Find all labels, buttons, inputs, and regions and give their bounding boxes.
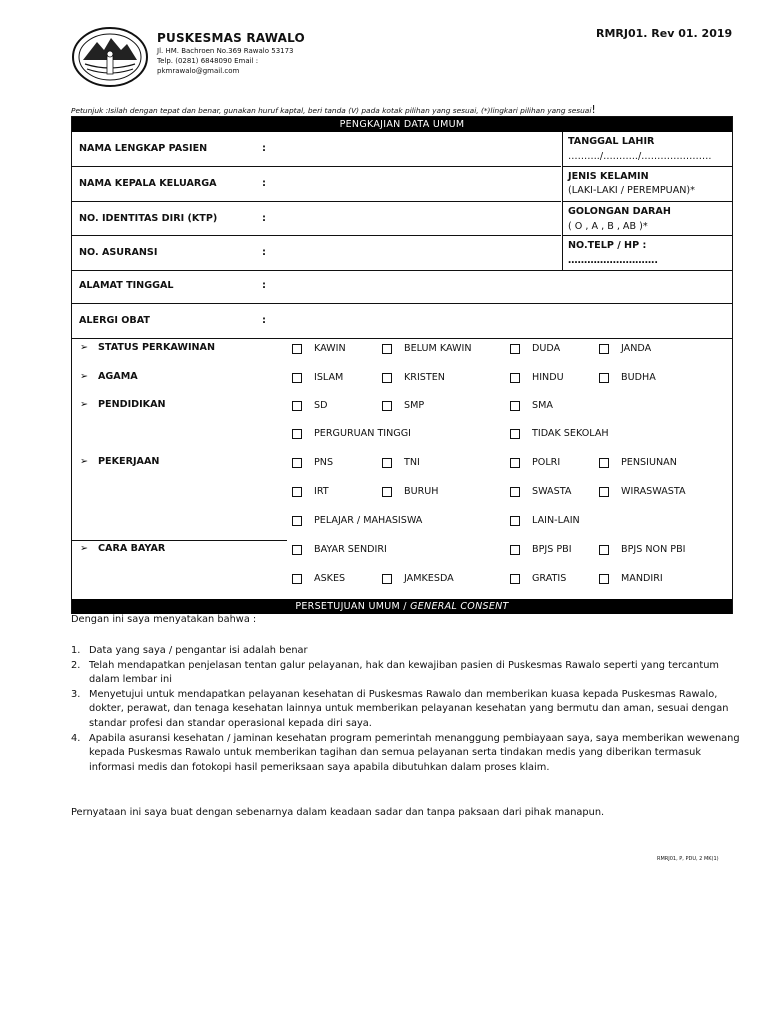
checkbox-lain-lain[interactable]: LAIN-LAIN [510,515,580,526]
checkbox-belum-kawin[interactable]: BELUM KAWIN [382,343,472,354]
org-address: Jl. HM. Bachroen No.369 Rawalo 53173 [157,47,294,55]
checkbox-swasta[interactable]: SWASTA [510,486,571,497]
field-label-kepala-keluarga: NAMA KEPALA KELUARGA [79,178,217,189]
field-label-telp: NO.TELP / HP : [568,240,647,251]
org-phone: Telp. (0281) 6848090 Email : [157,57,259,65]
checkbox-tni[interactable]: TNI [382,457,420,468]
checkbox-kristen[interactable]: KRISTEN [382,372,445,383]
section-title-consent: PERSETUJUAN UMUM / GENERAL CONSENT [72,599,732,614]
consent-list [71,644,741,775]
category-agama: ➢ AGAMA [80,371,138,382]
checkbox-duda[interactable]: DUDA [510,343,560,354]
checkbox-pns[interactable]: PNS [292,457,333,468]
checkbox-tidak-sekolah[interactable]: TIDAK SEKOLAH [510,428,609,439]
org-name: PUSKESMAS RAWALO [157,31,305,45]
field-label-asuransi: NO. ASURANSI [79,247,158,258]
document-code: RMRJ01. Rev 01. 2019 [596,27,733,40]
instruction-text: Petunjuk :Isilah dengan tepat dan benar, gunakan huruf kaptal, beri tanda (V) pada kotak pilihan yang sesuai, (*)lingkari pilihan yang sesuai! [71,103,596,116]
checkbox-smp[interactable]: SMP [382,400,424,411]
checkbox-bayar-sendiri[interactable]: BAYAR SENDIRI [292,544,387,555]
consent-item: 3. Menyetujui untuk mendapatkan pelayanan kesehatan di Puskesmas Rawalo dan memberikan kuasa kepada Puskesmas Rawalo, dokter, perawat, dan tenaga kesehatan lainnya untuk memberikan pelayanan kesehatan yang bermutu dan aman, sesuai dengan standar profesi dan standar operasional kepada diri saya. [71,688,729,729]
checkbox-pelajar[interactable]: PELAJAR / MAHASISWA [292,515,422,526]
consent-item: 1. Data yang saya / pengantar isi adalah benar [71,645,308,656]
checkbox-perguruan-tinggi[interactable]: PERGURUAN TINGGI [292,428,411,439]
checkbox-kawin[interactable]: KAWIN [292,343,346,354]
field-label-alergi: ALERGI OBAT [79,315,150,326]
field-tanggal-lahir-blank[interactable]: ………./………../…………………. [568,151,712,162]
field-label-nama-pasien: NAMA LENGKAP PASIEN [79,143,208,154]
category-pekerjaan: ➢ PEKERJAAN [80,456,160,467]
org-email: pkmrawalo@gmail.com [157,67,240,75]
checkbox-wiraswasta[interactable]: WIRASWASTA [599,486,686,497]
field-label-jenis-kelamin: JENIS KELAMIN [568,171,649,182]
checkbox-bpjs-non-pbi[interactable]: BPJS NON PBI [599,544,686,555]
consent-item: 4. Apabila asuransi kesehatan / jaminan kesehatan program pemerintah menanggung pembiayaan saya, saya memberikan wewenang kepada Puskesmas Rawalo untuk memberikan tagihan dan semua pelayanan serta tindakan medis yang diberikan termasuk informasi medis dan fotokopi hasil pemeriksaan saya apabila dibutuhkan dalam proses klaim. [71,732,740,773]
field-label-ktp: NO. IDENTITAS DIRI (KTP) [79,213,218,224]
field-jenis-kelamin-options[interactable]: (LAKI-LAKI / PEREMPUAN)* [568,185,695,196]
checkbox-janda[interactable]: JANDA [599,343,651,354]
field-telp-blank[interactable]: ………………………. [568,255,658,266]
checkbox-polri[interactable]: POLRI [510,457,560,468]
checkbox-hindu[interactable]: HINDU [510,372,564,383]
checkbox-jamkesda[interactable]: JAMKESDA [382,573,454,584]
registration-form: PENGKAJIAN DATA UMUM PERSETUJUAN UMUM / GENERAL CONSENT NAMA LENGKAP PASIEN : NAMA KEPALA KELUARGA : NO. IDENTITAS DIRI (KTP) : NO. ASURANSI : ALAMAT TINGGAL : ALERGI OBAT : TANGGAL LAHIR ………./………../…………………. JENIS KELAMIN (LAKI-LAKI / PEREMPUAN)* GOLONGAN DARAH ( O , A , B , AB )* NO.TELP / HP : ………………………. ➢ STATUS PERKAWINAN ➢ AGAMA ➢ PENDIDIKAN ➢ PEKERJAAN ➢ CARA BAYAR KAWIN BELUM KAWIN DUDA JANDA ISLAM KRISTEN HINDU BUDHA SD SMP SMA PERGURUAN TINGGI TIDAK SEKOLAH PNS TNI POLRI PENSIUNAN IRT BURUH SWASTA WIRASWASTA PELAJAR / MAHASISWA LAIN-LAIN BAYAR SENDIRI BPJS PBI BPJS NON PBI ASKES JAMKESDA GRATIS MANDIRI [71,116,733,614]
checkbox-buruh[interactable]: BURUH [382,486,439,497]
checkbox-islam[interactable]: ISLAM [292,372,343,383]
checkbox-sd[interactable]: SD [292,400,327,411]
category-pendidikan: ➢ PENDIDIKAN [80,399,166,410]
consent-intro: Dengan ini saya menyatakan bahwa : [71,614,257,625]
field-label-golongan-darah: GOLONGAN DARAH [568,206,671,217]
category-cara-bayar: ➢ CARA BAYAR [80,543,166,554]
checkbox-budha[interactable]: BUDHA [599,372,656,383]
checkbox-bpjs-pbi[interactable]: BPJS PBI [510,544,572,555]
field-label-tanggal-lahir: TANGGAL LAHIR [568,136,655,147]
category-status-perkawinan: ➢ STATUS PERKAWINAN [80,342,216,353]
footer-code: RMRJ01, P, PDU, 2 MK(1) [657,856,719,862]
checkbox-askes[interactable]: ASKES [292,573,345,584]
consent-item: 2. Telah mendapatkan penjelasan tentan galur pelayanan, hak dan kewajiban pasien di Puskesmas Rawalo seperti yang tercantum dalam lembar ini [71,659,719,686]
field-golongan-darah-options[interactable]: ( O , A , B , AB )* [568,221,648,232]
puskesmas-logo [71,26,149,88]
section-title-data-umum: PENGKAJIAN DATA UMUM [72,117,732,132]
checkbox-sma[interactable]: SMA [510,400,553,411]
checkbox-irt[interactable]: IRT [292,486,329,497]
checkbox-pensiunan[interactable]: PENSIUNAN [599,457,677,468]
checkbox-mandiri[interactable]: MANDIRI [599,573,663,584]
field-label-alamat: ALAMAT TINGGAL [79,280,174,291]
consent-closing: Pernyataan ini saya buat dengan sebenarnya dalam keadaan sadar dan tanpa paksaan dari pihak manapun. [71,807,605,818]
checkbox-gratis[interactable]: GRATIS [510,573,566,584]
